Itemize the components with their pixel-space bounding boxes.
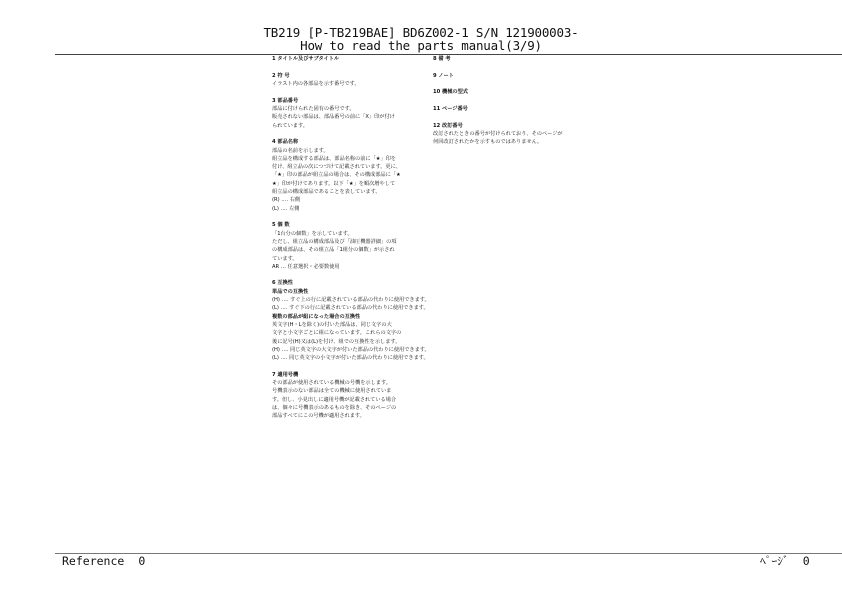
left-column [272,55,444,429]
section-2 [272,72,444,89]
section-11 [433,105,593,113]
section-title: 12 改訂番号 [433,122,463,129]
section-line: 号機表示のない部品は全ての機械に使用されていま [272,388,392,395]
section-title: 1 タイトル及びサブタイトル [272,56,340,62]
footer-page [760,555,810,567]
section-line: ★」印が付けてあります。以下「★」を順次増やして [272,180,396,187]
section-line: 組立品の構成部品であることを表しています。 [272,189,381,196]
section-title: 10 機械の型式 [433,89,468,96]
section-line: AR … 任意選択・必要数使用 [272,263,340,270]
compat-multi-title: 複数の部品が組になった場合の互換性 [272,313,361,320]
section-line: イラスト内の各部品を示す番号です。 [272,80,360,87]
compat-item: (L) …. 同じ英文字の小文字が付いた部品の代わりに使用できます。 [272,355,429,362]
page-number: 0 [802,554,810,568]
section-title: 8 備 考 [433,56,451,62]
section-line: 部品に付けられた固有の番号です。 [272,105,355,112]
section-line: られています。 [272,122,308,129]
reference-value: 0 [138,554,146,568]
section-title: 2 符 号 [272,72,290,79]
compat-item: (L) …. すぐ下の行に記載されている部品の代わりに使用できます。 [272,305,429,312]
section-line: の構成部品は、その組立品「1組分の個数」が示され [272,247,395,254]
section-line: その部品が使用されている機械の号機を示します。 [272,380,391,387]
section-1 [272,55,444,63]
section-title: 3 部品番号 [272,97,299,104]
section-title: 9 ノート [433,72,454,79]
section-line: ただし、組立品の構成部品及び「油圧機器詳細」の項 [272,238,397,245]
section-4 [272,138,444,213]
reference-label: Reference [62,554,125,568]
section-6 [272,279,444,362]
section-10 [433,88,593,96]
section-line: は、個々に号機表示のあるものを除き、そのページの [272,405,397,412]
compat-item: (H) …. 同じ英文字の大文字が付いた部品の代わりに使用できます。 [272,346,430,353]
section-5 [272,221,444,271]
section-12 [433,122,593,147]
document-title-line2: How to read the parts manual(3/9) [300,38,542,53]
section-9 [433,72,593,80]
section-title: 11 ページ番号 [433,106,468,113]
section-line: 付け、組立品の次につづけて記載されています。更に、 [272,164,401,171]
footer-divider [55,553,842,554]
section-line: (R) …. 右側 [272,197,301,204]
document-title-line1: TB219 [P-TB219BAE] BD6Z002-1 S/N 121900003- [263,25,579,40]
section-line: 部品の名前を示します。 [272,147,329,154]
section-line: す。但し、小見出しに適用号機が記載されている場合 [272,396,397,403]
section-line: 文字と小文字ごとに組になっています。これらの文字の [272,330,402,337]
section-line: 英文字(H・Lを除く)の付いた部品は、同じ文字の大 [272,321,392,328]
section-line: 組立品を構成する部品は、部品名称の前に「★」印を [272,155,396,162]
section-line: ています。 [272,255,298,262]
footer-reference [62,555,145,567]
section-line: 後に記号(H)又は(L)を付け、組での互換性を示します。 [272,338,401,345]
section-line: 何回改訂されたかを示すものではありません。 [433,139,543,146]
section-line: 販売されない部品は、部品番号の前に「X」印が付け [272,114,395,121]
section-title: 7 適用号機 [272,371,299,378]
right-column [433,55,593,155]
section-3 [272,97,444,130]
section-line: 「1台分の個数」を示しています。 [272,230,353,237]
compat-item: (H) …. すぐ上の行に記載されている部品の代わりに使用できます。 [272,297,430,304]
section-7 [272,371,444,421]
section-line: (L) …. 左側 [272,205,300,212]
page-label: ﾍﾟｰｼﾞ [760,554,789,568]
section-line: 改訂されたときの番号が付けられており、そのページが [433,131,563,138]
section-title: 4 部品名称 [272,139,299,146]
section-title: 5 個 数 [272,222,290,229]
section-line: 「★」印の部品が組立品の場合は、その構成部品に「★ [272,172,401,179]
compat-single-title: 単品での互換性 [272,288,309,295]
section-line: 部品すべてにこの号機が適用されます。 [272,413,365,420]
section-title: 6 互換性 [272,280,293,287]
section-8 [433,55,593,63]
